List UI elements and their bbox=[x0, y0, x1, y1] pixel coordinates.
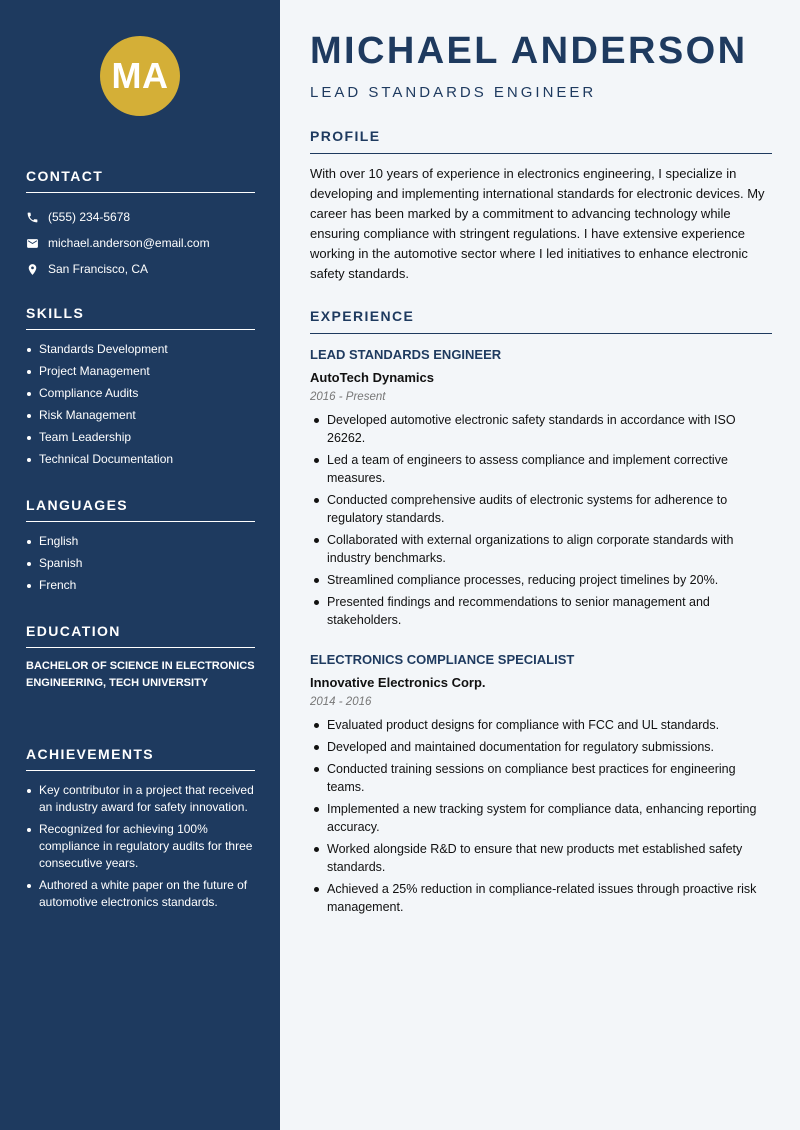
job-title: LEAD STANDARDS ENGINEER bbox=[310, 347, 502, 362]
job-bullet: Evaluated product designs for compliance with FCC and UL standards. bbox=[310, 716, 772, 734]
contact-section bbox=[26, 168, 255, 282]
phone-icon bbox=[26, 211, 48, 224]
job-bullet: Led a team of engineers to assess compliance and implement corrective measures. bbox=[310, 451, 772, 487]
job-bullet: Implemented a new tracking system for compliance data, enhancing reporting accuracy. bbox=[310, 800, 772, 836]
location-pin-icon bbox=[26, 263, 48, 276]
skill-item: Compliance Audits bbox=[26, 385, 255, 402]
achievement-item: Key contributor in a project that received an industry award for safety innovation. bbox=[26, 782, 255, 816]
job-title: ELECTRONICS COMPLIANCE SPECIALIST bbox=[310, 652, 575, 667]
language-item: Spanish bbox=[26, 555, 255, 572]
job-bullet: Achieved a 25% reduction in compliance-related issues through proactive risk management. bbox=[310, 880, 772, 916]
contact-email[interactable] bbox=[26, 230, 255, 256]
job-bullet: Streamlined compliance processes, reducing project timelines by 20%. bbox=[310, 571, 772, 589]
job-dates: 2016 - Present bbox=[310, 391, 386, 403]
profile-heading: PROFILE bbox=[310, 128, 772, 154]
job-entry bbox=[310, 652, 772, 920]
email-icon bbox=[26, 237, 48, 250]
job-company: AutoTech Dynamics bbox=[310, 370, 435, 385]
language-item: English bbox=[26, 533, 255, 550]
job-bullet: Conducted comprehensive audits of electronic systems for adherence to regulatory standards. bbox=[310, 491, 772, 527]
job-bullet: Developed automotive electronic safety standards in accordance with ISO 26262. bbox=[310, 411, 772, 447]
skill-item: Project Management bbox=[26, 363, 255, 380]
achievements-heading: ACHIEVEMENTS bbox=[26, 746, 255, 771]
job-company: Innovative Electronics Corp. bbox=[310, 675, 486, 690]
contact-location bbox=[26, 256, 255, 282]
job-dates: 2014 - 2016 bbox=[310, 696, 372, 708]
contact-location-text: San Francisco, CA bbox=[48, 262, 149, 276]
achievement-item: Authored a white paper on the future of automotive electronics standards. bbox=[26, 877, 255, 911]
candidate-name: MICHAEL ANDERSON bbox=[310, 30, 748, 72]
skill-item: Risk Management bbox=[26, 407, 255, 424]
job-bullet: Worked alongside R&D to ensure that new products met established safety standards. bbox=[310, 840, 772, 876]
profile-section bbox=[310, 128, 772, 284]
achievement-item: Recognized for achieving 100% compliance in regulatory audits for three consecutive years. bbox=[26, 821, 255, 872]
candidate-title: LEAD STANDARDS ENGINEER bbox=[310, 84, 597, 101]
sidebar bbox=[0, 0, 280, 1130]
languages-heading: LANGUAGES bbox=[26, 497, 255, 522]
job-bullet: Presented findings and recommendations to senior management and stakeholders. bbox=[310, 593, 772, 629]
language-item: French bbox=[26, 577, 255, 594]
skills-section bbox=[26, 305, 255, 473]
contact-email-text[interactable]: michael.anderson@email.com bbox=[48, 236, 210, 250]
avatar: MA bbox=[100, 36, 180, 116]
job-bullet: Collaborated with external organizations to align corporate standards with industry benchmarks. bbox=[310, 531, 772, 567]
achievements-section bbox=[26, 746, 255, 916]
skills-heading: SKILLS bbox=[26, 305, 255, 330]
skill-item: Team Leadership bbox=[26, 429, 255, 446]
education-section bbox=[26, 623, 255, 692]
education-heading: EDUCATION bbox=[26, 623, 255, 648]
skill-item: Technical Documentation bbox=[26, 451, 255, 468]
job-bullet: Developed and maintained documentation for regulatory submissions. bbox=[310, 738, 772, 756]
contact-phone-text: (555) 234-5678 bbox=[48, 210, 131, 224]
job-entry bbox=[310, 347, 772, 633]
languages-section bbox=[26, 497, 255, 599]
experience-section bbox=[310, 308, 772, 334]
education-degree: BACHELOR OF SCIENCE IN ELECTRONICS ENGINEERING, TECH UNIVERSITY bbox=[26, 660, 255, 689]
contact-heading: CONTACT bbox=[26, 168, 255, 193]
contact-phone bbox=[26, 204, 255, 230]
profile-text: With over 10 years of experience in electronics engineering, I specialize in developing and implementing international standards for electronic devices. My career has been marked by a commitment to advancing technology while ensuring compliance with stringent regulations. I have extensive experience working in the automotive sector where I led initiatives to enhance electronic safety standards. bbox=[310, 166, 765, 281]
experience-heading: EXPERIENCE bbox=[310, 308, 772, 334]
job-bullet: Conducted training sessions on compliance best practices for engineering teams. bbox=[310, 760, 772, 796]
skill-item: Standards Development bbox=[26, 341, 255, 358]
